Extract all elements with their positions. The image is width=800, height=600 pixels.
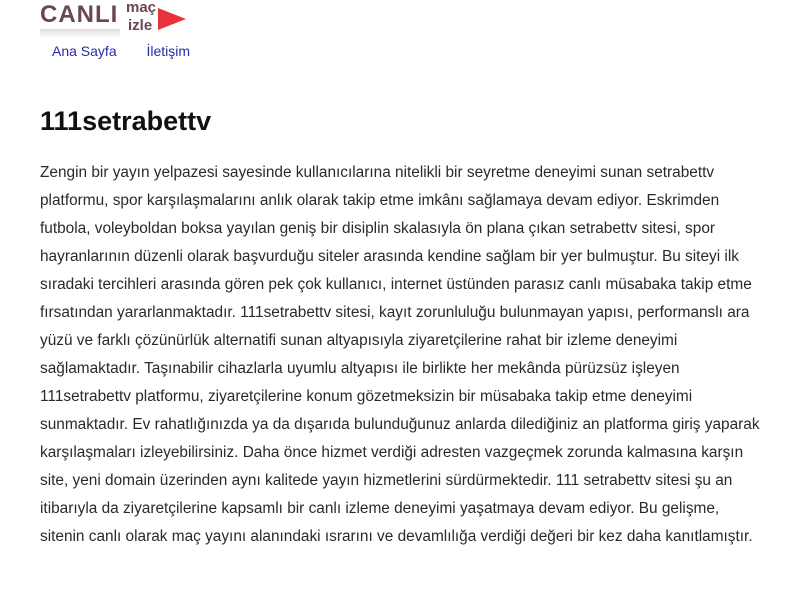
play-icon (158, 8, 186, 30)
logo-text: CANLI (40, 1, 119, 28)
page-title: 111setrabettv (40, 106, 212, 136)
nav-link-home[interactable]: Ana Sayfa (52, 43, 117, 59)
article-paragraph: Zengin bir yayın yelpazesi sayesinde kullanıcılarına nitelikli bir seyretme deneyimi sunan setrabettv platformu, spor karşılaşmalarını anlık olarak takip etme imkânı sağlamaya devam ediyor. Eskrimden futbola, voleyboldan boksa yayılan geniş bir disiplin skalasıyla ön plana çıkan setrabettv sitesi, spor hayranlarının düzenli olarak başvurduğu siteler arasında kendine sağlam bir yer bulmuştur. Bu siteyi ilk sıradaki tercihleri arasında gören pek çok kullanıcı, internet üstünden parasız canlı müsabaka takip etme fırsatından yararlanmaktadır. 111setrabettv sitesi, kayıt zorunluluğu bulunmayan yapısı, performanslı ara yüzü ve farklı çözünürlük alternatifi sunan altyapısıyla ziyaretçilerine rahat bir izleme deneyimi sağlamaktadır. Taşınabilir cihazlarla uyumlu altyapısı ile birlikte her mekânda pürüzsüz işleyen 111setrabettv platformu, ziyaretçilerine konum gözetmeksizin bir müsabaka takip etme deneyimi sunmaktadır. Ev rahatlığınızda ya da dışarıda bulunduğunuz anlarda dilediğiniz an platforma giriş yaparak karşılaşmaları izleyebilirsiniz. Daha önce hizmet verdiği adresten vazgeçmek zorunda kalmasına karşın site, yeni domain üzerinden aynı kalitede yayın hizmetlerini sürdürmektedir. 111 setrabettv sitesi şu an itibarıyla da ziyaretçilerine kapsamlı bir canlı izleme deneyimi yaşatmaya devam ediyor. Bu gelişme, sitenin canlı olarak maç yayını alanındaki ısrarını ve devamlılığa verdiği değeri bir kez daha kanıtlamıştır. (40, 164, 760, 545)
main-nav (52, 42, 216, 60)
logo-text-bottom: izle (128, 17, 153, 34)
logo-text-top: maç (126, 0, 157, 16)
nav-link-contact[interactable]: İletişim (146, 43, 191, 59)
logo-reflection (40, 29, 120, 38)
site-header (0, 0, 800, 70)
site-logo[interactable] (40, 0, 190, 40)
